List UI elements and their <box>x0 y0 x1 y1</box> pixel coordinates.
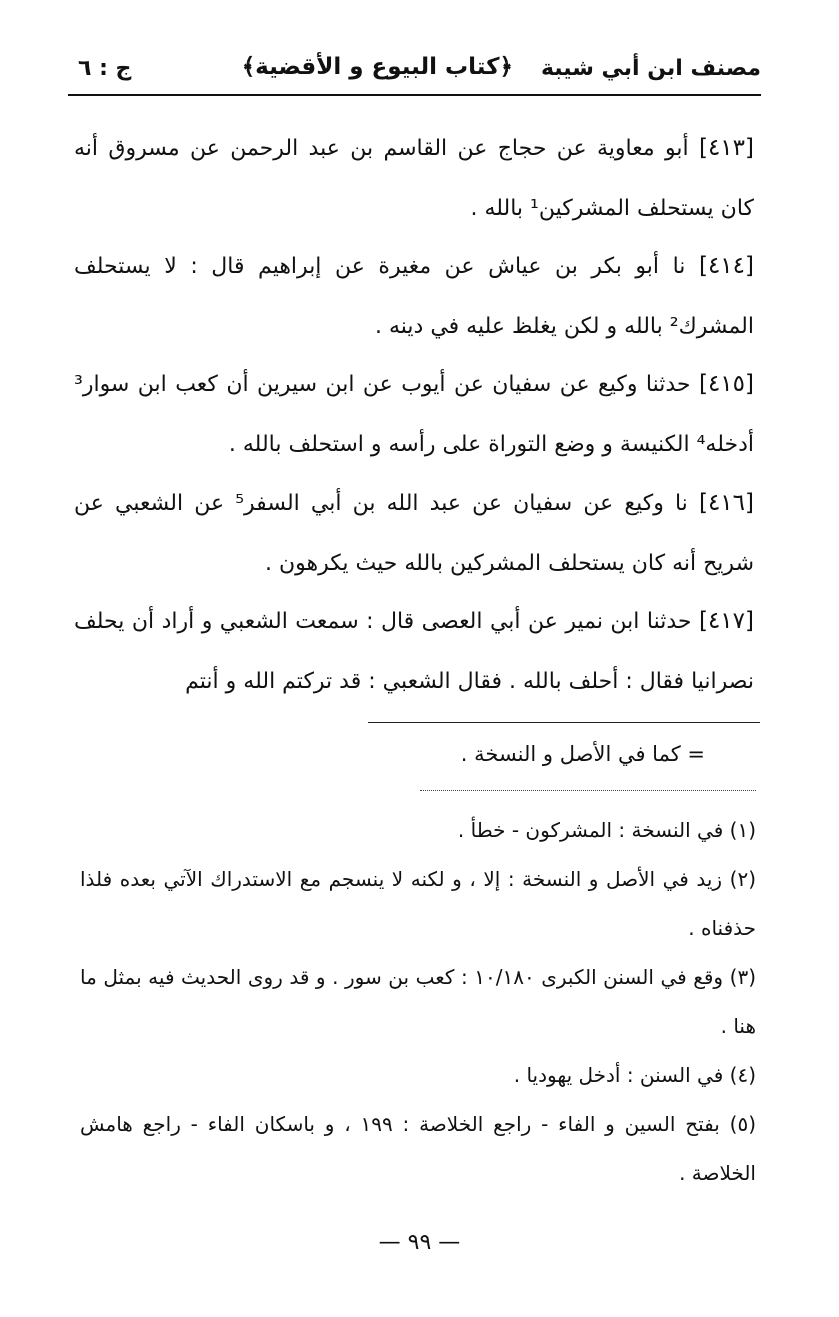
footnote <box>80 1100 756 1198</box>
volume-label: ج : ٦ <box>78 56 132 81</box>
hadith-text: حدثنا ابن نمير عن أبي العصى قال : سمعت الشعبي و أراد أن يحلف نصرانيا فقال : أحلف بالله . فقال الشعبي : قد تركتم الله و أنتم <box>74 609 754 694</box>
footnote-text: زيد في الأصل و النسخة : إلا ، و لكنه لا ينسجم مع الاستدراك الآتي بعده فلذا حذفناه . <box>80 867 756 940</box>
hadith-entry <box>74 236 754 357</box>
hadith-text: نا أبو بكر بن عياش عن مغيرة عن إبراهيم قال : لا يستحلف المشرك² بالله و لكن يغلظ عليه في دينه . <box>74 254 754 339</box>
hadith-entry <box>74 473 754 594</box>
hadith-number: [٤١٣] <box>698 135 754 161</box>
hadith-number: [٤١٧] <box>698 608 754 634</box>
section-title: ﴿كتاب البيوع و الأقضية﴾ <box>241 54 513 80</box>
footnote <box>80 806 756 855</box>
hadith-entry <box>74 354 754 475</box>
continued-footnote: = كما في الأصل و النسخة . <box>460 742 705 766</box>
footnote-number: (٤) <box>729 1063 756 1087</box>
hadith-number: [٤١٦] <box>698 490 754 516</box>
footnote-text: بفتح السين و الفاء - راجع الخلاصة : ١٩٩ ، و باسكان الفاء - راجع هامش الخلاصة . <box>80 1112 756 1185</box>
footnote-number: (١) <box>729 818 756 842</box>
page-number: — ٩٩ — <box>378 1230 461 1255</box>
footnote-number: (٣) <box>729 965 757 989</box>
running-header <box>68 48 761 96</box>
footnote <box>80 1051 756 1100</box>
footnote <box>80 855 756 953</box>
book-title: مصنف ابن أبي شيبة <box>540 56 761 81</box>
dotted-separator <box>420 790 756 791</box>
footnote <box>80 953 756 1051</box>
footnote-text: وقع في السنن الكبرى ١٠/١٨٠ : كعب بن سور . و قد روى الحديث فيه بمثل ما هنا . <box>80 965 756 1038</box>
hadith-entry <box>74 118 754 239</box>
footnote-number: (٥) <box>729 1112 757 1136</box>
hadith-text: أبو معاوية عن حجاج عن القاسم بن عبد الرحمن عن مسروق أنه كان يستحلف المشركين¹ بالله . <box>74 136 754 221</box>
hadith-number: [٤١٥] <box>698 371 754 397</box>
footnote-text: في النسخة : المشركون - خطأ . <box>457 818 724 842</box>
footnote-text: في السنن : أدخل يهوديا . <box>513 1063 724 1087</box>
hadith-text: حدثنا وكيع عن سفيان عن أيوب عن ابن سيرين أن كعب ابن سوار³ أدخله⁴ الكنيسة و وضع التوراة على رأسه و استحلف بالله . <box>74 372 754 457</box>
hadith-entry <box>74 591 754 712</box>
footnote-number: (٢) <box>729 867 756 891</box>
hadith-number: [٤١٤] <box>698 253 754 279</box>
footnote-separator <box>368 722 760 723</box>
hadith-text: نا وكيع عن سفيان عن عبد الله بن أبي السفر⁵ عن الشعبي عن شريح أنه كان يستحلف المشركين بالله حيث يكرهون . <box>74 491 754 576</box>
